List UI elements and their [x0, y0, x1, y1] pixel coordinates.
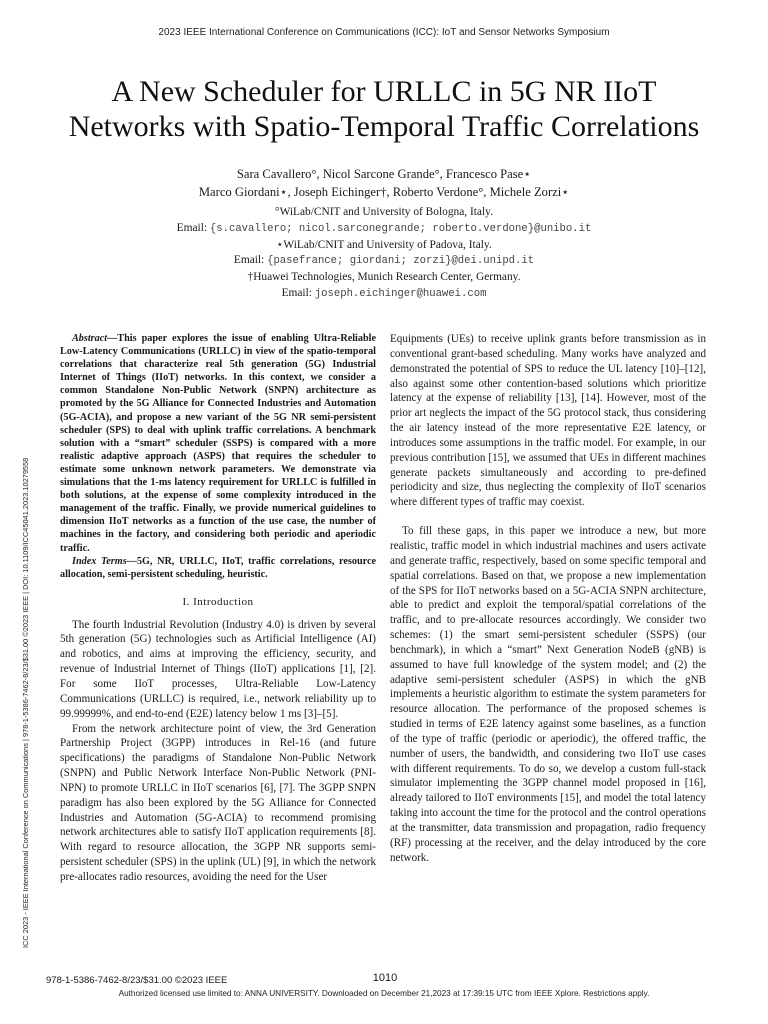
abstract [60, 332, 376, 555]
title-line-2: Networks with Spatio-Temporal Traffic Correlations [68, 110, 700, 143]
paper-title [40, 74, 728, 144]
paragraph-gap [390, 510, 706, 524]
authors-line-1: Sara Cavallero°, Nicol Sarcone Grande°, Francesco Pase⋆ [236, 167, 532, 181]
email-line-bologna [40, 221, 728, 238]
author-list [40, 165, 728, 201]
email-line-padova [40, 253, 728, 270]
abstract-lead: Abstract [72, 333, 108, 344]
conference-header: 2023 IEEE International Conference on Communications (ICC): IoT and Sensor Networks Symposium [158, 27, 610, 38]
affiliation-huawei: †Huawei Technologies, Munich Research Center, Germany. [247, 271, 521, 284]
email-huawei[interactable]: joseph.eichinger@huawei.com [314, 287, 487, 300]
copyright-footer: 978-1-5386-7462-8/23/$31.00 ©2023 IEEE [46, 975, 228, 986]
title-line-1: A New Scheduler for URLLC in 5G NR IIoT [111, 75, 657, 108]
page-number: 1010 [372, 972, 398, 984]
affiliation-padova: ⋆WiLab/CNIT and University of Padova, Italy. [276, 238, 492, 251]
index-terms-lead: Index Terms [72, 555, 127, 567]
paragraph: Equipments (UEs) to receive uplink grants before transmission as in conventional grant-based scheduling. Many works have analyzed and demonstrated the potential of SPS to reduce the UL latency [10]–[12], also against some other contention-based solutions which prioritize latency at the expense of reliability [13], [14]. However, most of the prior art neglects the impact of the 5G protocol stack, thus considering the air latency instead of the more representative E2E latency, or introduces some assumptions in the traffic model. For example, in our previous contribution [15], we assumed that UEs in different machines generate packets simultaneously and according to pre-defined periodicity and size, thus neglecting the complexity of IIoT scenarios where different types of traffic may coexist. [390, 333, 706, 509]
doi-sidebar: ICC 2023 - IEEE International Conference on Communications | 978-1-5386-7462-8/23/$31.00 ©2023 IEEE | DOI: 10.1109/ICC45041.2023.10279558 [21, 457, 30, 948]
email-prefix: Email: [233, 254, 268, 267]
paragraph: To fill these gaps, in this paper we introduce a new, but more realistic, traffic model in which industrial machines and users activate and generate traffic, respectively, based on some specific temporal and spatial correlations. Based on that, we propose a new implementation of the SPS for IIoT networks based on a 5G-ACIA SNPN architecture, able to predict and exploit the temporal/spatial correlations of the traffic, and to pre-allocate resources accordingly. We consider two schemes: (1) the smart semi-persistent scheduler (SSPS) (our benchmark), in which a “smart” Next Generation NodeB (gNB) is assumed to have full knowledge of the system model; and (2) the adaptive semi-persistent scheduler (ASPS) in which the gNB implements a heuristic algorithm to estimate the system parameters for resource allocation. The performance of the proposed schemes is studied in terms of E2E latency against some baselines, as a function of the type of traffic (periodic or aperiodic), the offered traffic, the number of users, the bandwidth, and considering two IIoT use cases with different requirements. To do so, we develop a custom full-stack simulator implementing the 3GPP channel model proposed in [16], already tailored to IIoT environments [15], and model the total latency taking into account the time for the protocol and the control operations at the transmitter, data transmission and propagation, radio frequency (RF) processing at the receiver, and the delay introduced by the core network. [390, 525, 706, 864]
affiliations [40, 205, 728, 303]
paragraph: The fourth Industrial Revolution (Industry 4.0) is driven by several 5th generation (5G) technologies such as Artificial Intelligence (AI) and robotics, and aims at improving the efficiency, security, and revenue of Industrial Internet of Things (IIoT) applications [1], [2]. For some IIoT processes, Ultra-Reliable Low-Latency Communications (URLLC) is required, i.e., network reliability up to 99.99999%, and end-to-end (E2E) latency below 1 ms [3]–[5]. [60, 618, 376, 720]
affiliation-bologna: °WiLab/CNIT and University of Bologna, Italy. [275, 206, 493, 218]
paragraph: From the network architecture point of view, the 3rd Generation Partnership Project (3GPP) introduces in Rel-16 (and future specifications) the paradigms of Standalone Non-Public Network (SNPN) and Public Network Interface Non-Public Network (PNI-NPN) to promote URLLC in IIoT scenarios [6], [7]. The 3GPP SNPN paradigm has also been explored by the 5G Alliance for Connected Industries and Automation (5G-ACIA) to recommend promising network architectures able to satisfy IIoT application requirements [8]. With regard to resource allocation, the 3GPP NR supports semi-persistent scheduler (SPS) in the uplink (UL) [9], in which the network pre-allocates radio resources, avoiding the need for the User [60, 722, 376, 883]
section-heading: I. Introduction [182, 595, 254, 608]
left-column [60, 332, 376, 885]
email-bologna[interactable]: {s.cavallero; nicol.sarconegrande; roberto.verdone}@unibo.it [209, 222, 592, 235]
email-padova[interactable]: {pasefrance; giordani; zorzi}@dei.unipd.it [267, 255, 535, 268]
email-prefix: Email: [176, 221, 210, 234]
index-terms [60, 555, 376, 581]
authorized-use-notice: Authorized licensed use limited to: ANNA UNIVERSITY. Downloaded on December 21,2023 at 17:39:15 UTC from IEEE Xplore. Restrictions apply. [118, 989, 650, 998]
authors-line-2: Marco Giordani⋆, Joseph Eichinger†, Roberto Verdone°, Michele Zorzi⋆ [198, 185, 570, 199]
index-terms-body: —5G, NR, URLLC, IIoT, traffic correlations, resource allocation, semi-persistent scheduling, heuristic. [60, 555, 376, 580]
abstract-body: —This paper explores the issue of enabling Ultra-Reliable Low-Latency Communications (URLLC) in view of the spatio-temporal correlations that characterize real 5th generation (5G) Industrial Internet of Things (IIoT) networks. In this context, we consider a common Standalone Non-Public Network (SNPN) architecture as promoted by the 5G Alliance for Connected Industries and Automation (5G-ACIA), and propose a new variant of the 5G NR semi-persistent scheduler (SPS) to deal with uplink traffic correlations. A benchmark solution with a “smart” scheduler (SSPS) is compared with a more realistic adaptive approach (ASPS) that requires the scheduler to estimate some unknown network parameters. We demonstrate via simulations that the 1-ms latency requirement for URLLC is fulfilled in both solutions, at the expense of some complexity introduced in the management of the traffic. Finally, we provide numerical guidelines to dimension IIoT networks as a function of the use case, the number of machines in the factory, and considering both periodic and aperiodic traffic. [60, 333, 376, 554]
email-prefix: Email: [281, 286, 315, 299]
right-column [390, 332, 706, 866]
email-line-huawei [40, 286, 728, 303]
